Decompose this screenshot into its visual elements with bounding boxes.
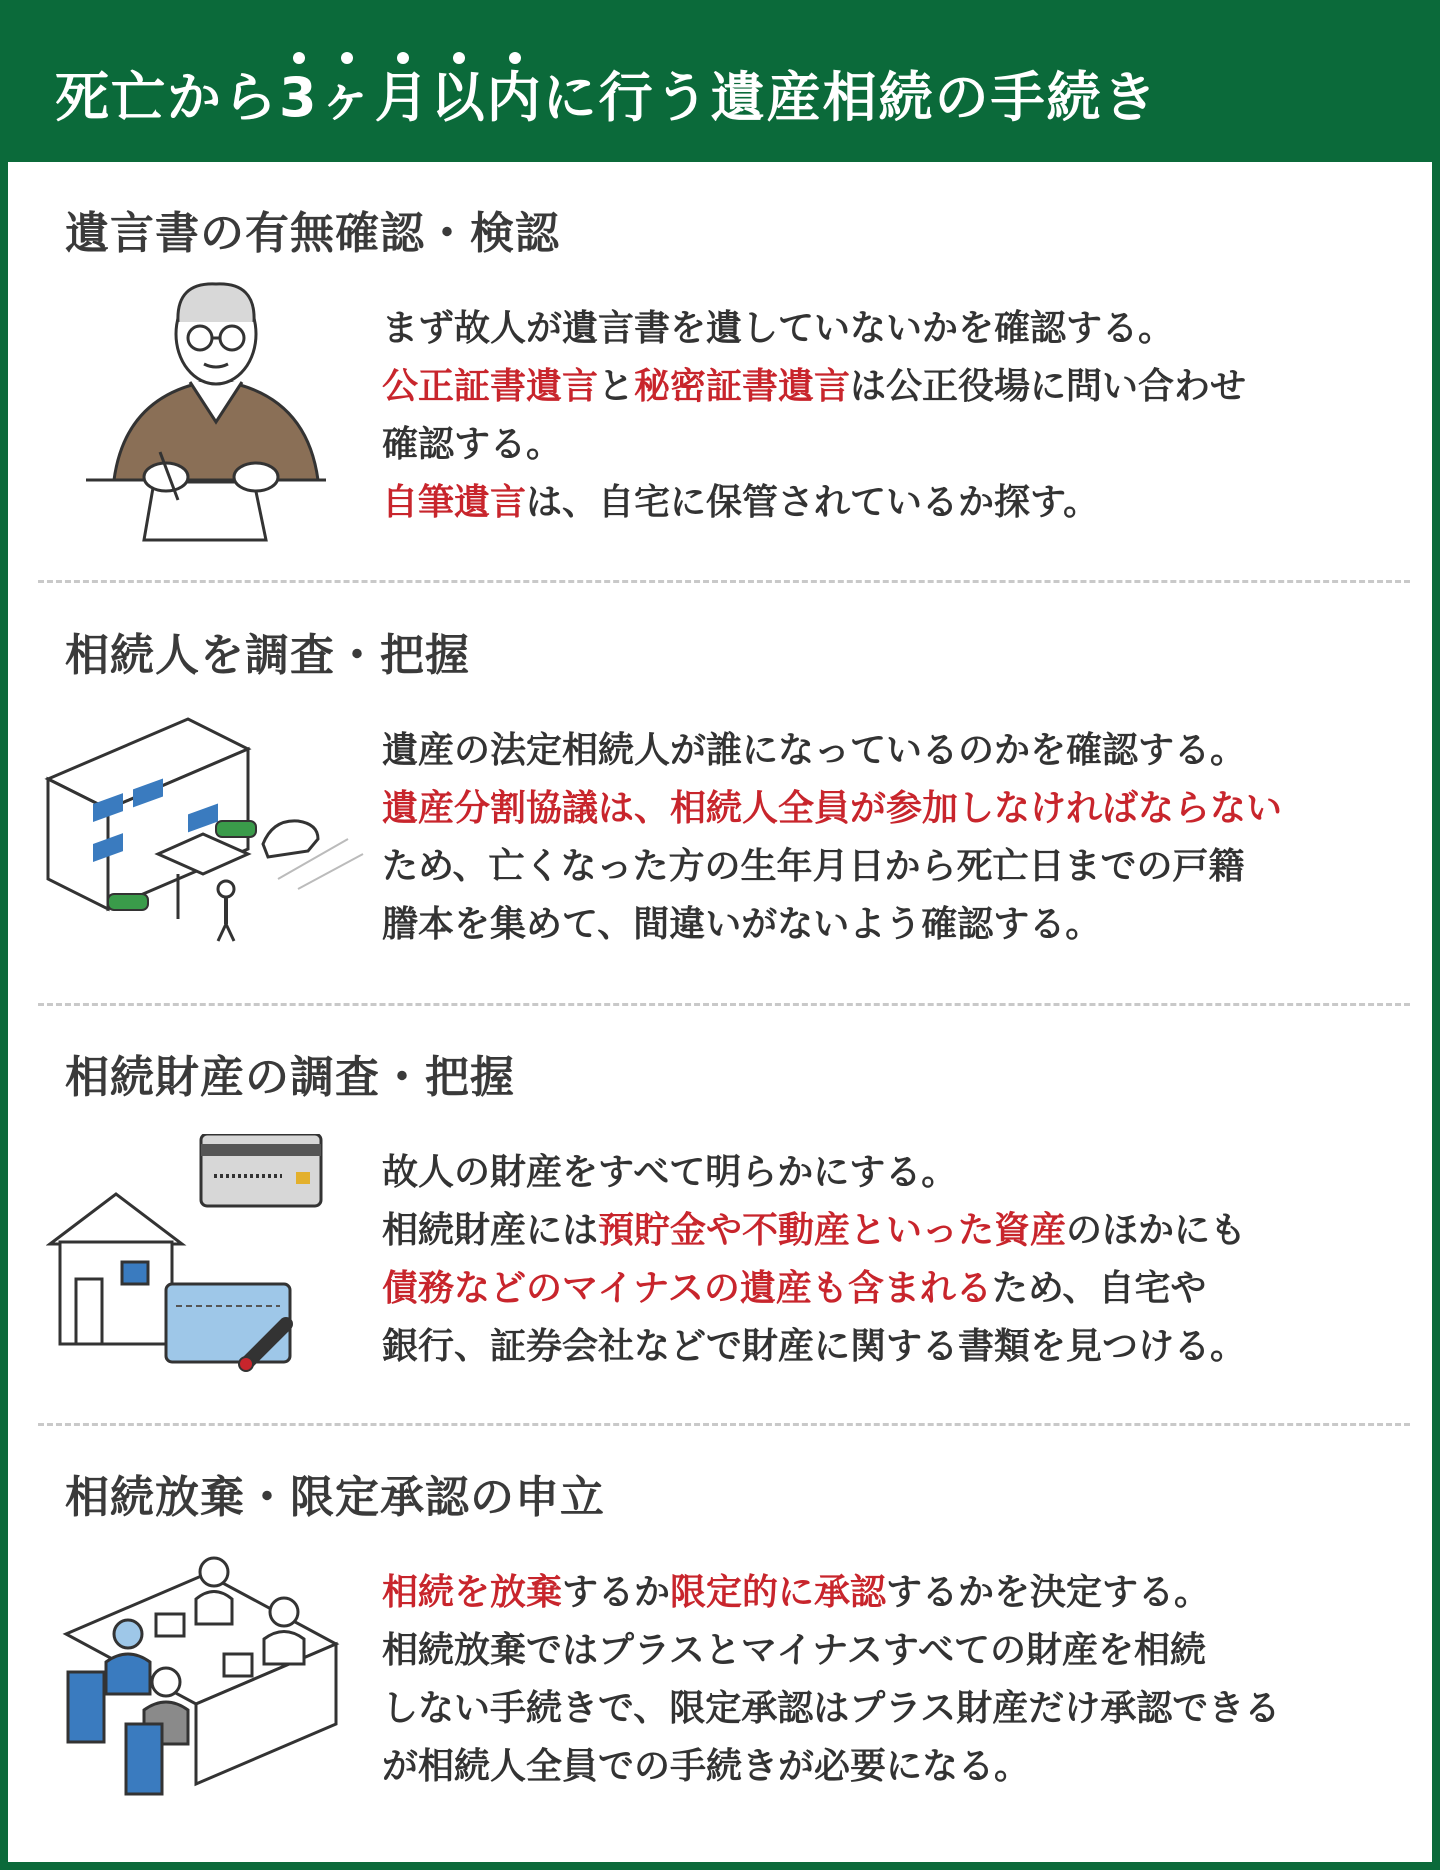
body-line: まず故人が遺言書を遺していないかを確認する。 xyxy=(382,308,1175,349)
body-line: 遺産の法定相続人が誰になっているのかを確認する。 xyxy=(382,730,1247,771)
body-line: 銀行、証券会社などで財産に関する書類を見つける。 xyxy=(382,1326,1247,1367)
house-and-bank-cards-icon xyxy=(46,1134,346,1384)
body-line: 債務などのマイナスの遺産も含まれるため、自宅や xyxy=(382,1268,1207,1309)
body-line: 遺産分割協議は、相続人全員が参加しなければならない xyxy=(382,788,1283,829)
page-title xyxy=(55,66,1159,130)
title-post: に行う遺産相続の手続き xyxy=(542,66,1159,129)
section-asset-survey xyxy=(8,1006,1432,1426)
body-line: しない手続きで、限定承認はプラス財産だけ承認できる xyxy=(382,1688,1281,1729)
section-body xyxy=(382,300,1422,532)
body-line: 確認する。 xyxy=(382,424,563,465)
title-emph-char: 3 xyxy=(279,66,319,129)
page-header xyxy=(0,0,1440,162)
elderly-man-writing-icon xyxy=(86,272,346,542)
city-office-building-icon xyxy=(38,709,368,949)
body-line: 故人の財産をすべて明らかにする。 xyxy=(382,1152,958,1193)
body-line: 公正証書遺言と秘密証書遺言は公正役場に問い合わせ xyxy=(382,366,1247,407)
body-line: が相続人全員での手続きが必要になる。 xyxy=(382,1746,1031,1787)
body-line: 相続を放棄するか限定的に承認するかを決定する。 xyxy=(382,1572,1211,1613)
body-line: 相続財産には預貯金や不動産といった資産のほかにも xyxy=(382,1210,1247,1251)
title-pre: 死亡から xyxy=(55,66,279,129)
body-line: 相続放棄ではプラスとマイナスすべての財産を相続 xyxy=(382,1630,1207,1671)
title-emph-char: ヶ xyxy=(318,66,375,129)
section-will-check xyxy=(8,162,1432,582)
section-title: 相続人を調査・把握 xyxy=(65,630,470,681)
section-renunciation xyxy=(8,1426,1432,1866)
title-emph-char: 月 xyxy=(374,66,431,129)
section-divider xyxy=(38,580,1410,583)
body-line: 謄本を集めて、間違いがないよう確認する。 xyxy=(382,904,1102,945)
section-body xyxy=(382,1564,1422,1796)
office-desks-people-icon xyxy=(56,1554,356,1814)
section-title: 遺言書の有無確認・検認 xyxy=(65,208,560,259)
title-emph-char: 以 xyxy=(430,66,487,129)
section-body xyxy=(382,722,1422,954)
section-body xyxy=(382,1144,1422,1376)
section-heir-survey xyxy=(8,584,1432,1004)
section-title: 相続財産の調査・把握 xyxy=(65,1052,515,1103)
title-emph-char: 内 xyxy=(486,66,543,129)
body-line: 自筆遺言は、自宅に保管されているか探す。 xyxy=(382,482,1100,523)
body-line: ため、亡くなった方の生年月日から死亡日までの戸籍 xyxy=(382,846,1245,887)
section-title: 相続放棄・限定承認の申立 xyxy=(65,1472,605,1523)
